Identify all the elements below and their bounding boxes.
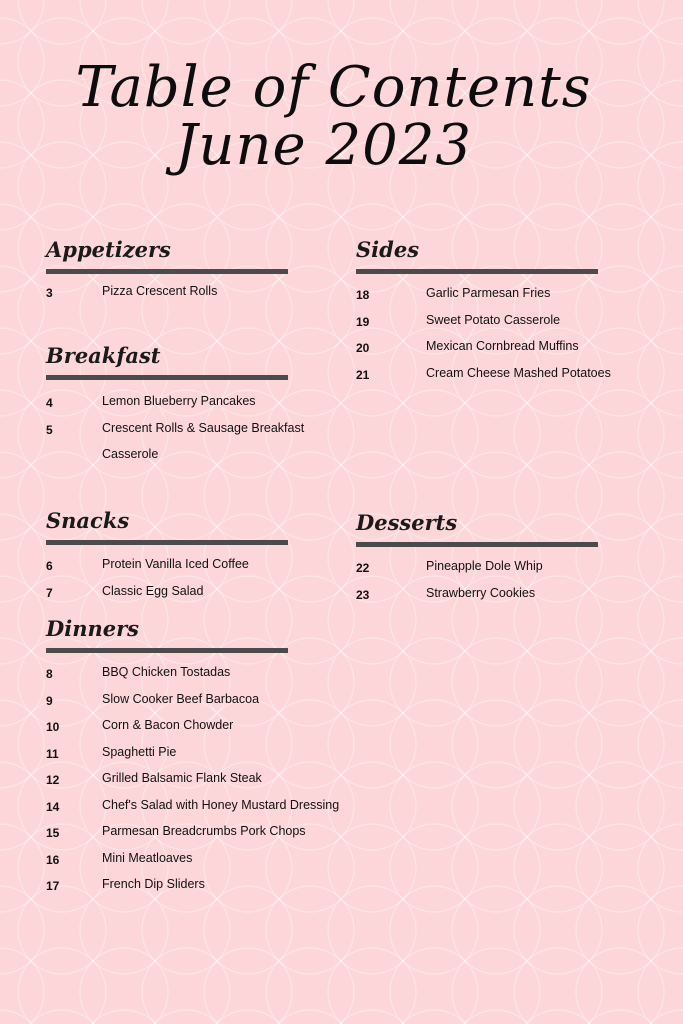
recipe-title: Crescent Rolls & Sausage Breakfast Casserole [102,420,305,461]
section-heading: Dinners [46,616,139,641]
recipe-title: Parmesan Breadcrumbs Pork Chops [102,824,306,838]
page-number: 18 [356,288,370,302]
toc-entry [46,578,376,605]
section-heading: Appetizers [46,237,171,262]
toc-entry [356,333,683,360]
recipe-title: BBQ Chicken Tostadas [102,665,231,679]
section-divider [46,648,288,653]
page-number: 19 [356,314,370,329]
page-number: 8 [46,667,53,681]
recipe-title: Mini Meatloaves [102,850,193,865]
toc-entry [356,553,683,580]
section-divider [356,269,598,274]
toc-entry [46,659,406,686]
page-number: 20 [356,341,370,355]
toc-entry [356,307,683,334]
section-divider [356,542,598,547]
page-number: 7 [46,585,53,600]
page-title: Table of Contents [75,55,592,120]
page-number: 9 [46,693,53,708]
recipe-title: Corn & Bacon Chowder [102,718,234,732]
recipe-title: Grilled Balsamic Flank Steak [102,771,262,785]
recipe-title: Chef's Salad with Honey Mustard Dressing [102,797,340,812]
section-heading: Breakfast [46,343,161,368]
section-heading: Snacks [46,508,130,533]
recipe-title: Protein Vanilla Iced Coffee [102,557,249,571]
page-number: 6 [46,559,53,573]
toc-entry [46,415,376,468]
recipe-title: Spaghetti Pie [102,744,177,759]
recipe-title: Pizza Crescent Rolls [102,284,218,298]
recipe-title: Slow Cooker Beef Barbacoa [102,691,260,706]
recipe-title: Sweet Potato Casserole [426,312,561,327]
page-number: 15 [46,826,60,840]
toc-entry [46,686,406,713]
page-number: 21 [356,367,370,382]
page-number: 14 [46,799,60,814]
toc-entry [46,739,406,766]
page-number: 4 [46,396,53,410]
recipe-title: Classic Egg Salad [102,583,204,598]
page-subtitle-date: June 2023 [174,113,473,178]
page-number: 23 [356,587,370,602]
toc-entry [46,765,406,792]
page-number: 11 [46,746,59,761]
page-number: 3 [46,286,53,300]
recipe-title: Cream Cheese Mashed Potatoes [426,365,611,380]
toc-entry [46,388,376,415]
section-desserts [356,510,683,606]
section-divider [46,375,288,380]
recipe-title: Pineapple Dole Whip [426,559,543,573]
page-number: 10 [46,720,60,734]
toc-entry [356,580,683,607]
toc-entry [46,551,376,578]
toc-entry [46,278,376,305]
section-appetizers [46,237,376,305]
toc-entry [46,871,406,898]
recipe-title: Lemon Blueberry Pancakes [102,394,256,408]
recipe-title: Garlic Parmesan Fries [426,286,551,300]
toc-entry [46,792,406,819]
section-snacks [46,508,376,604]
section-heading: Desserts [356,510,458,535]
toc-entry [356,360,683,387]
section-sides [356,237,683,386]
recipe-title: Mexican Cornbread Muffins [426,339,579,353]
section-heading: Sides [356,237,420,262]
toc-entry [356,280,683,307]
recipe-title: Strawberry Cookies [426,585,536,600]
page-number: 12 [46,773,60,787]
section-breakfast [46,343,376,468]
recipe-title: French Dip Sliders [102,877,205,891]
toc-entry [46,845,406,872]
page-number: 17 [46,879,60,893]
toc-entry [46,712,406,739]
page-number: 22 [356,561,370,575]
toc-entry [46,818,406,845]
page-number: 16 [46,852,60,867]
page-number: 5 [46,422,53,437]
section-divider [46,269,288,274]
section-divider [46,540,288,545]
section-dinners [46,616,406,898]
